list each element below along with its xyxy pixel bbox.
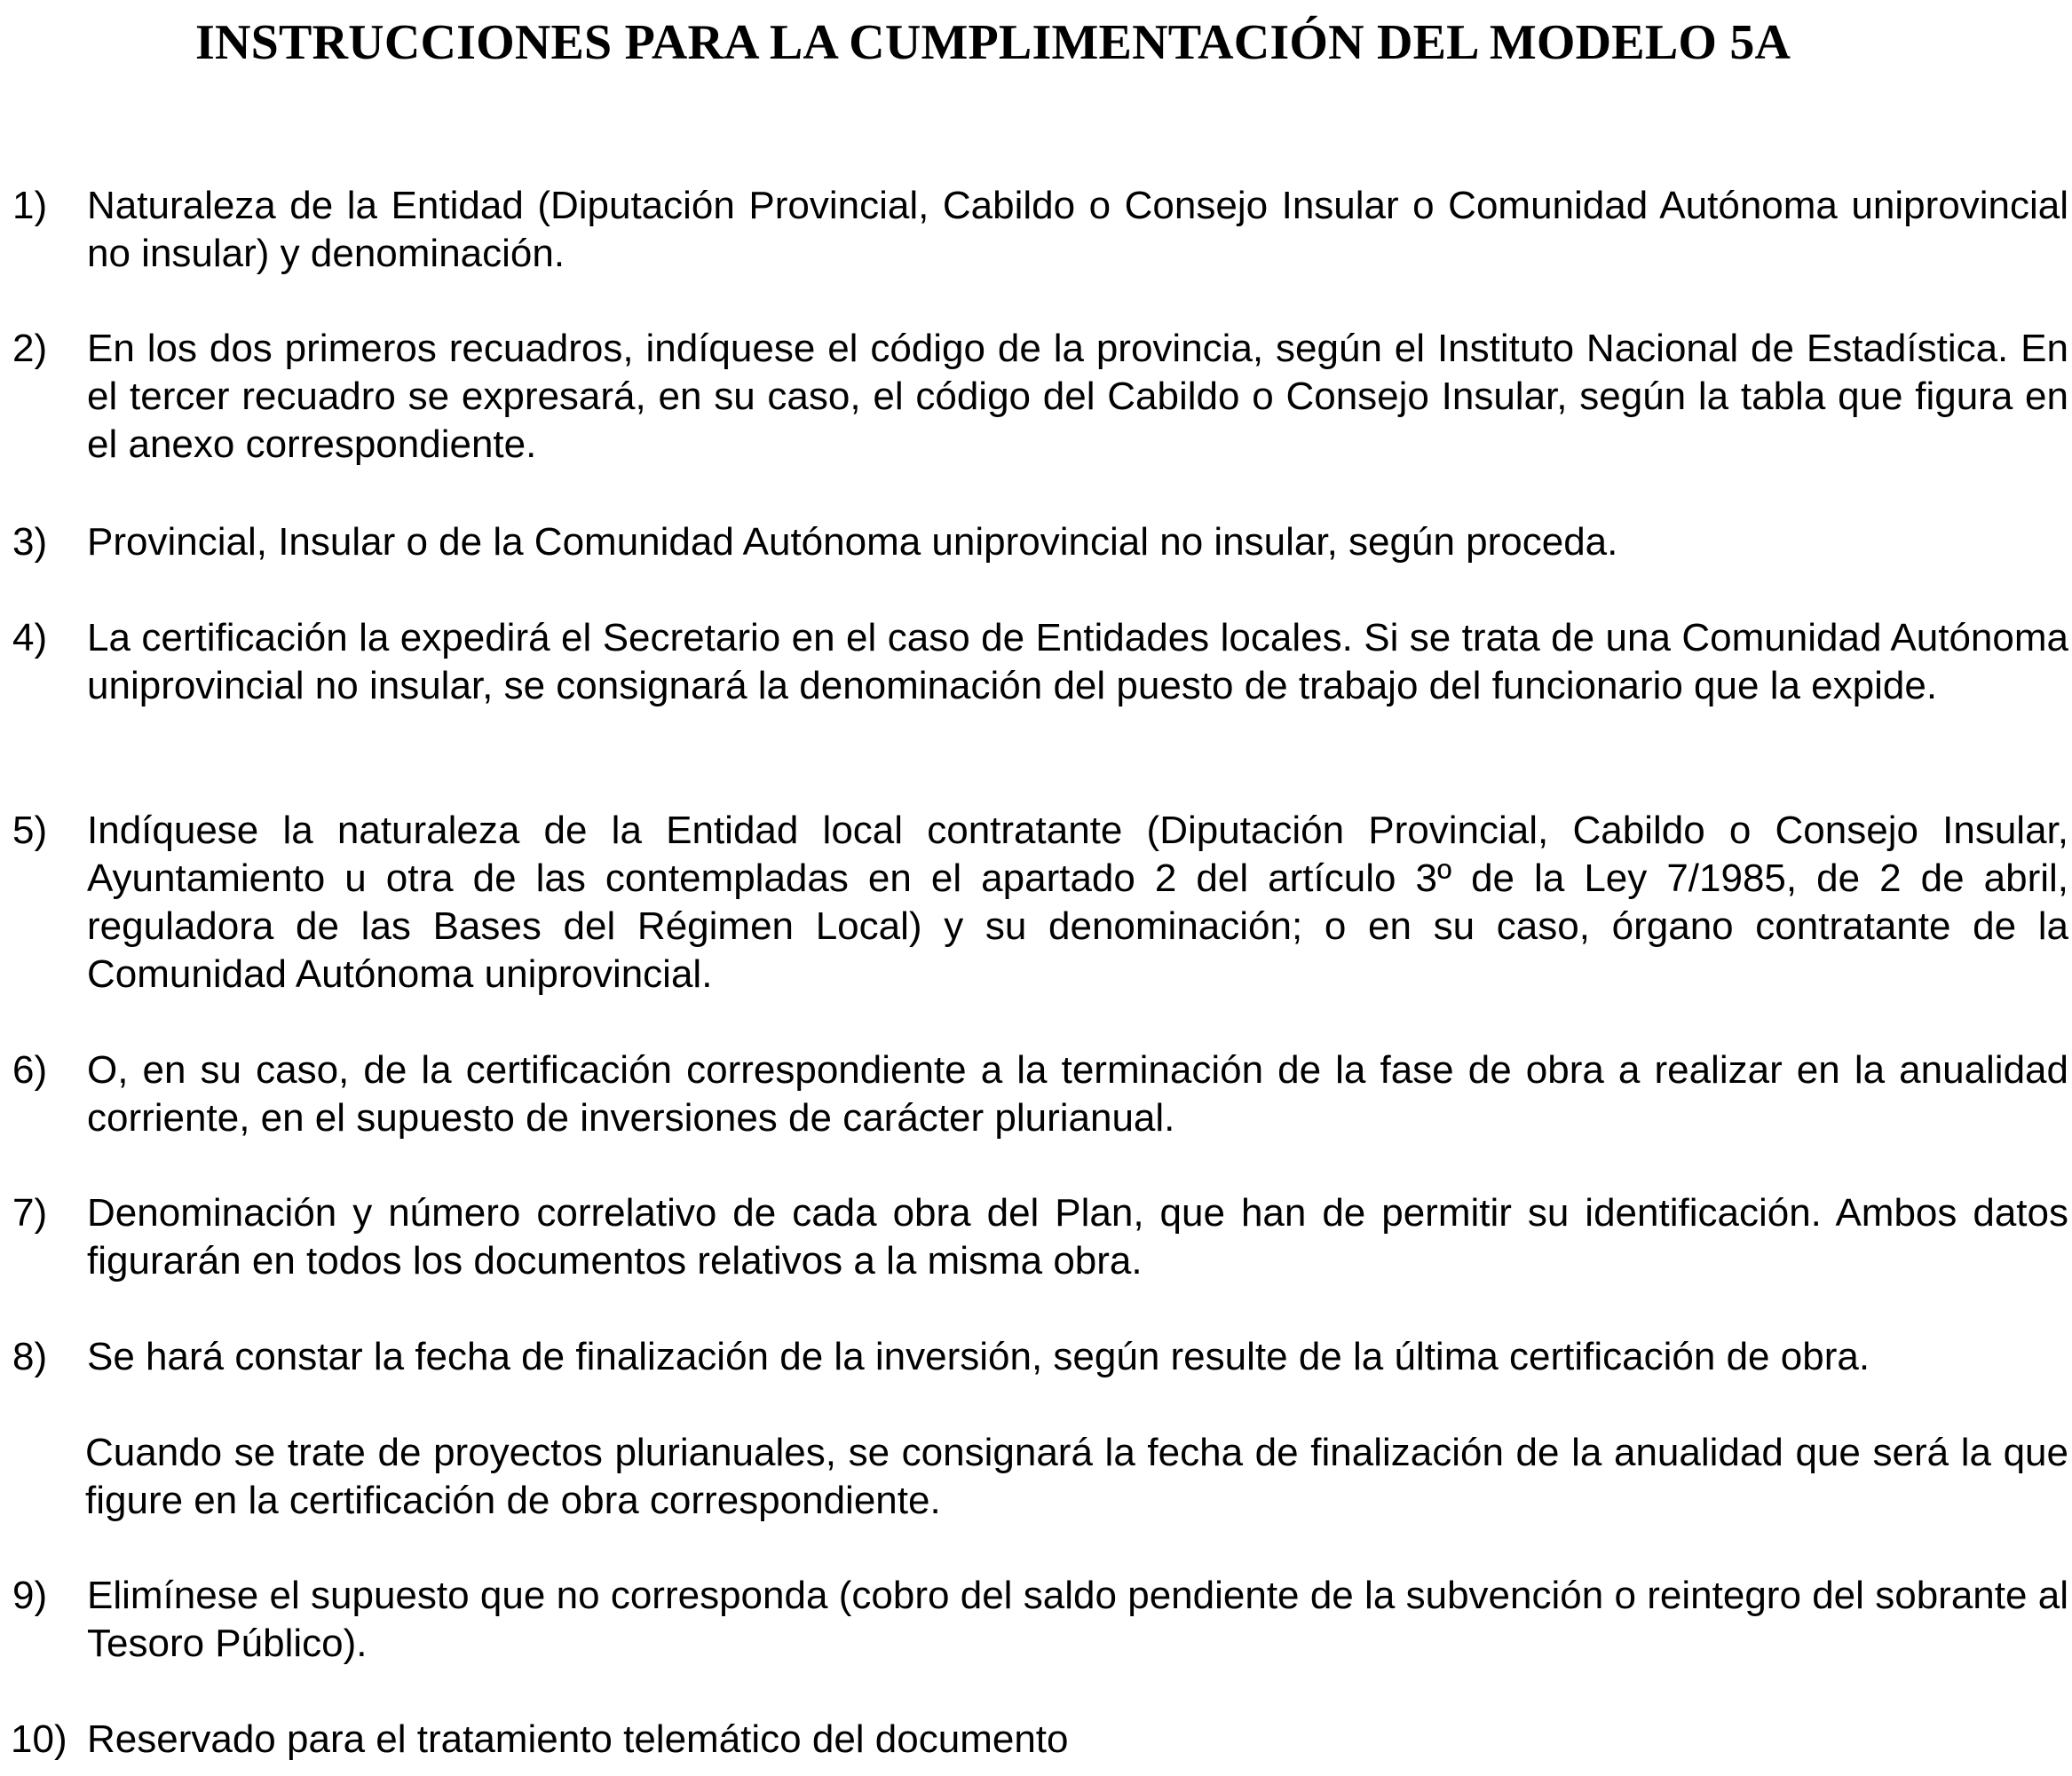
item-8-continuation: Cuando se trate de proyectos plurianuales, se consignará la fecha de finalización de la anualidad que será la que figure en la certificación de obra correspondiente. <box>85 1431 2068 1522</box>
document-title: INSTRUCCIONES PARA LA CUMPLIMENTACIÓN DEL MODELO 5A <box>195 15 1791 70</box>
item-text: Provincial, Insular o de la Comunidad Autónoma uniprovincial no insular, según proceda. <box>87 520 1618 564</box>
item-number: 10) <box>11 1717 67 1761</box>
item-number: 4) <box>12 616 48 659</box>
item-text: Elimínese el supuesto que no corresponda (cobro del saldo pendiente de la subvención o reintegro del sobrante al Tesoro Público). <box>87 1574 2068 1665</box>
item-number: 3) <box>12 520 48 564</box>
item-number: 2) <box>12 327 48 370</box>
item-number: 7) <box>12 1191 48 1235</box>
item-number: 9) <box>12 1574 48 1617</box>
item-number: 1) <box>12 184 48 227</box>
item-text: En los dos primeros recuadros, indíquese el código de la provincia, según el Instituto Nacional de Estadística. En el tercer recuadro se expresará, en su caso, el código del Cabildo o Consejo Insular, según la tabla que figura en el anexo correspondiente. <box>87 327 2068 466</box>
item-text: Naturaleza de la Entidad (Diputación Provincial, Cabildo o Consejo Insular o Comunidad Autónoma uniprovincial no insular) y denominación. <box>87 184 2068 275</box>
item-text: O, en su caso, de la certificación correspondiente a la terminación de la fase de obra a realizar en la anualidad corriente, en el supuesto de inversiones de carácter plurianual. <box>87 1048 2068 1140</box>
item-number: 6) <box>12 1048 48 1092</box>
item-text: Se hará constar la fecha de finalización de la inversión, según resulte de la última certificación de obra. <box>87 1335 1870 1378</box>
item-text: Indíquese la naturaleza de la Entidad local contratante (Diputación Provincial, Cabildo o Consejo Insular, Ayuntamiento u otra de las contempladas en el apartado 2 del artículo 3º de la Ley 7/1985, de 2 de abril, reguladora de las Bases del Régimen Local) y su denominación; o en su caso, órgano contratante de la Comunidad Autónoma uniprovincial. <box>87 809 2068 996</box>
item-text: La certificación la expedirá el Secretario en el caso de Entidades locales. Si se trata de una Comunidad Autónoma uniprovincial no insular, se consignará la denominación del puesto de trabajo del funcionario que la expide. <box>87 616 2068 707</box>
item-number: 5) <box>12 809 48 852</box>
item-number: 8) <box>12 1335 48 1378</box>
item-text: Reservado para el tratamiento telemático del documento <box>87 1717 1069 1761</box>
item-text: Denominación y número correlativo de cada obra del Plan, que han de permitir su identificación. Ambos datos figurarán en todos los documentos relativos a la misma obra. <box>87 1191 2068 1283</box>
